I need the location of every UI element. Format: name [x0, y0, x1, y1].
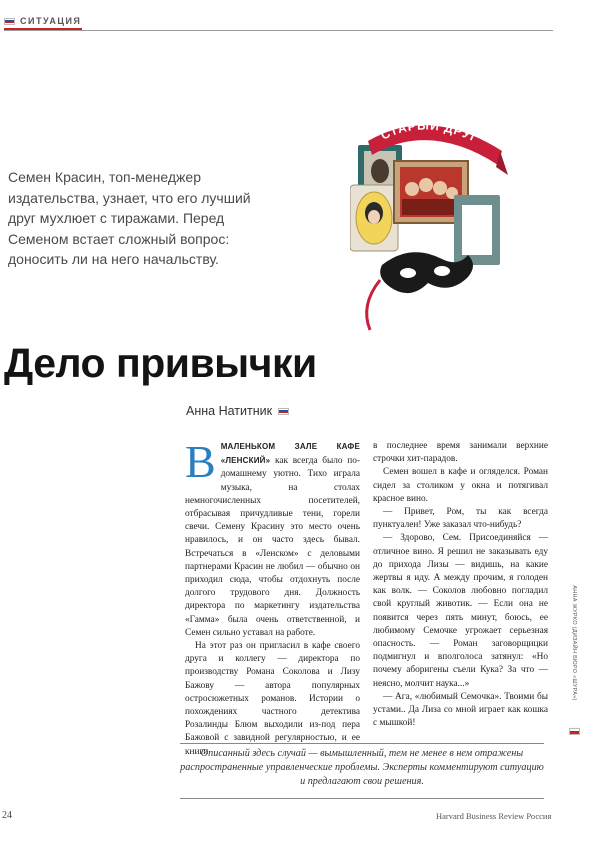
article-paragraph: в последнее время занимали верхние строчки хит-парадов.: [373, 441, 548, 465]
article-headline: Дело привычки: [4, 340, 317, 386]
disclaimer-note: Описанный здесь случай — вымышленный, тем не менее в нем отражены распространенные управленческие проблемы. Эксперты комментируют ситуацию и предлагают свои решения.: [180, 748, 544, 787]
article-paragraph: Семен вошел в кафе и огляделся. Роман сидел за столиком у окна и потягивал красное вино.: [373, 467, 548, 504]
byline: [186, 404, 289, 418]
publication-name: Harvard Business Review Россия: [436, 811, 552, 821]
section-label: СИТУАЦИЯ: [20, 16, 82, 26]
article-paragraph: [185, 436, 360, 640]
run-in-heading: МАЛЕНЬКОМ ЗАЛЕ КАФЕ «ЛЕНСКИЙ»: [220, 442, 360, 466]
drop-cap: В: [185, 436, 216, 487]
note-rule-bottom: [180, 798, 544, 799]
article-paragraph: — Ага, «любимый Семочка». Твоими бы устами.. Да Лиза со мной играет как кошка с мышкой!: [373, 691, 548, 729]
illustration-collage: [350, 115, 510, 345]
russian-flag-icon: [4, 18, 15, 25]
article-paragraph: — Привет, Ром, ты как всегда пунктуален! Уже заказал что-нибудь?: [373, 507, 548, 531]
illustration-credit-text: АННА ЖУРКО (ДИЗАЙН БЮРО «ШУРА»): [571, 585, 577, 701]
russian-flag-icon: [569, 728, 580, 735]
article-column-1: [185, 436, 360, 759]
section-header: [4, 14, 81, 28]
paragraph-text: как всегда было по-домашнему уютно. Тихо играла музыка, на столах немногочисленных посетителей, отбрасывая причудливые тени, горели свечи. Семену Красину это место очень нравилось, и он часто здесь бывал. Встречаться в «Ленском» с деловыми партнерами Красин не любил — обычно он приходил сюда, чтобы отдохнуть после долгого трудового дня. Должность директора по маркетингу издательства «Гамма» была очень ответственной, и Семен сильно уставал на работе.: [185, 456, 360, 638]
article-column-2: [373, 440, 548, 730]
note-rule-top: [180, 743, 544, 744]
banner-text: СТАРЫЙ ДРУГ: [378, 118, 481, 146]
author-name: Анна Натитник: [186, 404, 273, 418]
illustration-credit: [568, 550, 580, 740]
header-rule: [4, 30, 553, 31]
article-paragraph: — Здорово, Сем. Присоединяйся — отличное вино. Я решил не заказывать еду до прихода Лизы — видишь, на какие жертвы я иду. А между прочим, я голоден как волк. — Соколов любовно погладил свой круглый животик. — Если она не появится через пять минут, боюсь, ее любимому Семочке угрожает серьезная опасность. — Роман заговорщицки подмигнул и вполголоса затянул: «Но почему аборигены съели Кука? За что — неясно, молчит наука...»: [373, 533, 548, 689]
russian-flag-icon: [278, 408, 289, 415]
lead-paragraph: Семен Красин, топ-менеджер издательства, узнает, что его лучший друг мухлюет с тиражами. Перед Семеном встает сложный вопрос: доносить ли на него начальству.: [8, 169, 251, 267]
article-paragraph: На этот раз он пригласил в кафе своего друга и коллегу — директора по производству Романа Соколова и Лизу Бажову — автора популярных остросюжетных романов. Истории о похождениях частного детектива Розалинды Блюм выходили из-под пера Бажовой с завидной регулярностью, и ее книги: [185, 641, 360, 757]
page-number: 24: [2, 810, 12, 821]
